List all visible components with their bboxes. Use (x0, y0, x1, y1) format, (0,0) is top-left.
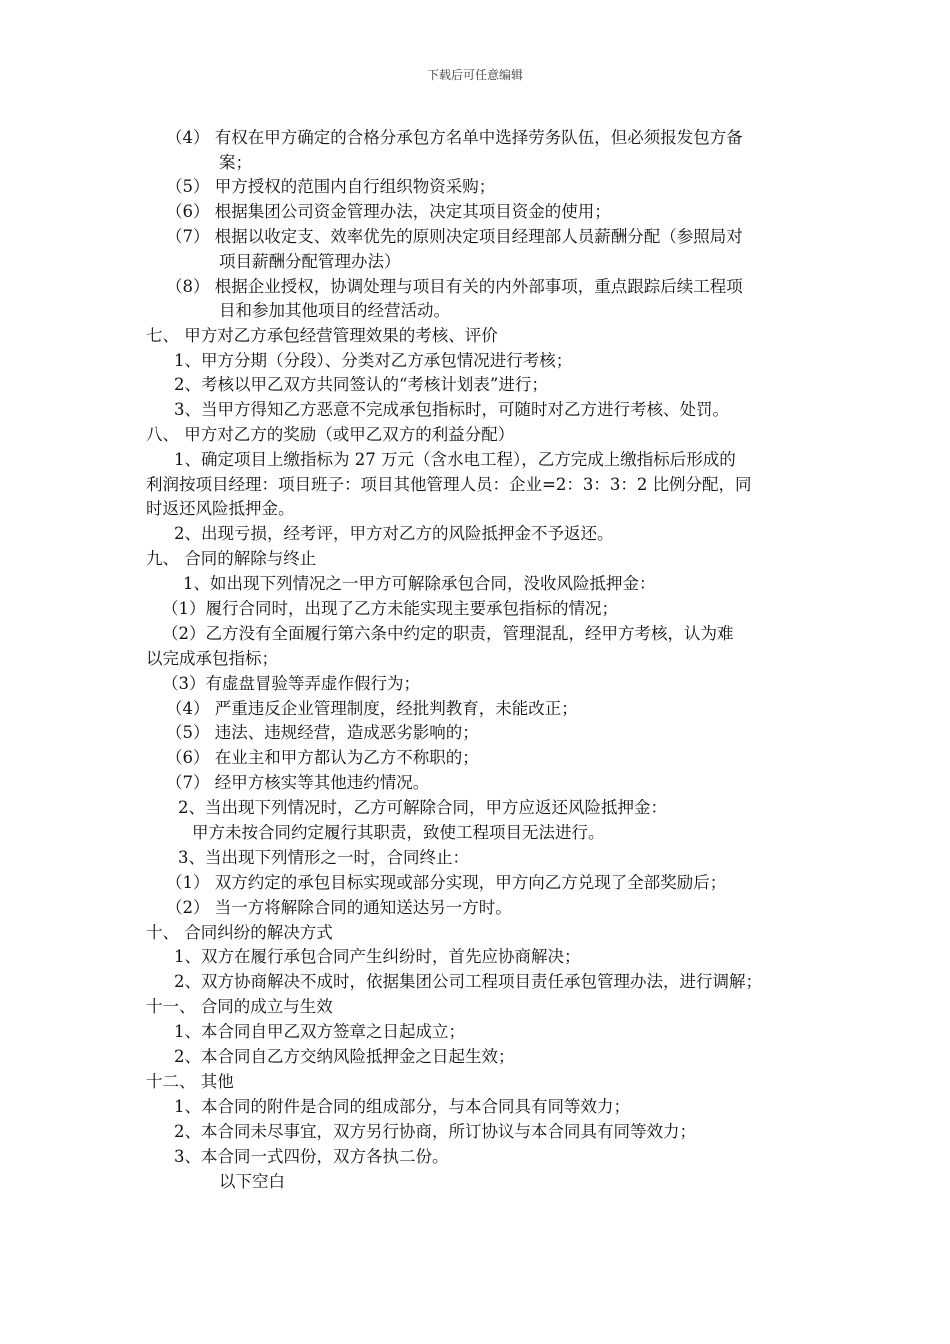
section-heading: 七、 甲方对乙方承包经营管理效果的考核、评价 (146, 326, 498, 345)
text-line: 2、本合同未尽事宜，双方另行协商，所订协议与本合同具有同等效力； (174, 1122, 696, 1141)
text-line: 2、当出现下列情况时，乙方可解除合同，甲方应返还风险抵押金： (178, 798, 667, 817)
text-line: 3、本合同一式四份，双方各执二份。 (174, 1147, 449, 1166)
text-line: 案； (219, 153, 252, 172)
text-line: 1、本合同的附件是合同的组成部分，与本合同具有同等效力； (174, 1097, 630, 1116)
text-line: 1、本合同自甲乙双方签章之日起成立； (174, 1022, 465, 1041)
text-line: （6） 根据集团公司资金管理办法，决定其项目资金的使用； (166, 202, 611, 221)
text-line: 2、双方协商解决不成时，依据集团公司工程项目责任承包管理办法，进行调解； (174, 972, 762, 991)
text-line: 1、双方在履行承包合同产生纠纷时，首先应协商解决； (174, 947, 581, 966)
section-heading: 十、 合同纠纷的解决方式 (146, 923, 333, 942)
text-line: 1、如出现下列情况之一甲方可解除承包合同，没收风险抵押金： (183, 574, 656, 593)
text-line: 3、当甲方得知乙方恶意不完成承包指标时，可随时对乙方进行考核、处罚。 (174, 400, 729, 419)
text-line: 时返还风险抵押金。 (146, 499, 295, 518)
text-line: （2）乙方没有全面履行第六条中约定的职责，管理混乱，经甲方考核，认为难 (162, 624, 734, 643)
section-heading: 十二、 其他 (146, 1072, 234, 1091)
text-line: （7） 经甲方核实等其他违约情况。 (166, 773, 430, 792)
page-header: 下载后可任意编辑 (426, 68, 523, 82)
section-heading: 十一、 合同的成立与生效 (146, 997, 333, 1016)
text-line: （3）有虚盘冒验等弄虚作假行为； (162, 674, 420, 693)
text-line: 以下空白 (219, 1172, 285, 1191)
text-line: （8） 根据企业授权，协调处理与项目有关的内外部事项，重点跟踪后续工程项 (166, 277, 743, 296)
text-line: 2、考核以甲乙双方共同签认的“考核计划表”进行； (174, 375, 548, 394)
text-line: （2） 当一方将解除合同的通知送达另一方时。 (166, 898, 512, 917)
text-line: 甲方未按合同约定履行其职责，致使工程项目无法进行。 (192, 823, 605, 842)
text-line: 2、出现亏损，经考评，甲方对乙方的风险抵押金不予返还。 (174, 524, 614, 543)
text-line: （1） 双方约定的承包目标实现或部分实现，甲方向乙方兑现了全部奖励后； (166, 873, 727, 892)
text-line: （4） 严重违反企业管理制度，经批判教育，未能改正； (166, 699, 578, 718)
text-line: 目和参加其他项目的经营活动。 (219, 301, 450, 320)
text-line: （5） 违法、违规经营，造成恶劣影响的； (166, 723, 479, 742)
text-line: （5） 甲方授权的范围内自行组织物资采购； (166, 177, 496, 196)
text-line: 以完成承包指标； (146, 649, 278, 668)
text-line: 2、本合同自乙方交纳风险抵押金之日起生效； (174, 1047, 515, 1066)
text-line: （1）履行合同时，出现了乙方未能实现主要承包指标的情况； (162, 599, 618, 618)
section-heading: 九、 合同的解除与终止 (146, 549, 317, 568)
text-line: （6） 在业主和甲方都认为乙方不称职的； (166, 748, 479, 767)
text-line: （4） 有权在甲方确定的合格分承包方名单中选择劳务队伍，但必须报发包方备 (166, 128, 743, 147)
text-line: 1、确定项目上缴指标为 27 万元（含水电工程），乙方完成上缴指标后形成的 (174, 450, 736, 469)
section-heading: 八、 甲方对乙方的奖励（或甲乙双方的利益分配） (146, 425, 515, 444)
text-line: 项目薪酬分配管理办法） (219, 252, 401, 271)
text-line: 1、甲方分期（分段）、分类对乙方承包情况进行考核； (174, 351, 573, 370)
text-line: 3、当出现下列情形之一时，合同终止： (178, 848, 469, 867)
text-line: 利润按项目经理：项目班子：项目其他管理人员：企业=2：3：3：2 比例分配，同 (146, 475, 752, 494)
text-line: （7） 根据以收定支、效率优先的原则决定项目经理部人员薪酬分配（参照局对 (166, 227, 743, 246)
